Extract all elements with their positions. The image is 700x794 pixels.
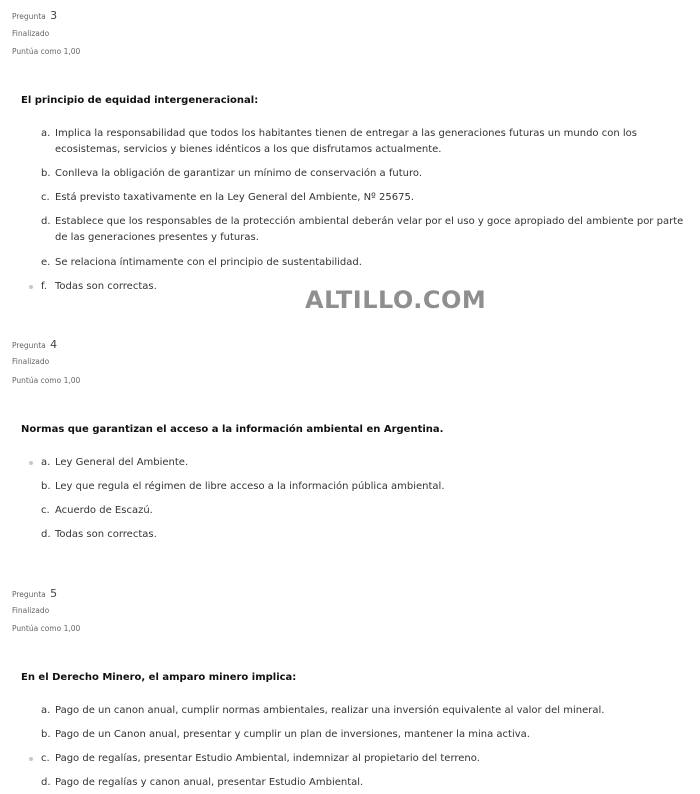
answer-text: Pago de regalías y canon anual, presentar Estudio Ambiental. — [55, 777, 364, 788]
answer-letter: b. — [41, 729, 51, 740]
question-score: Puntúa como 1,00 — [12, 376, 81, 385]
answer-text: Acuerdo de Escazú. — [55, 505, 153, 516]
question-number-line: Pregunta 3 — [12, 9, 58, 22]
answer-letter: f. — [41, 281, 47, 292]
answer-letter: d. — [41, 777, 51, 788]
question-number: 4 — [50, 338, 58, 351]
answer-option[interactable] — [41, 727, 695, 743]
selected-bullet-icon — [29, 285, 33, 289]
answer-letter: a. — [41, 128, 51, 139]
answer-letter: c. — [41, 505, 50, 516]
answer-letter: d. — [41, 216, 51, 227]
question-text: En el Derecho Minero, el amparo minero implica: — [21, 672, 297, 683]
answer-option[interactable] — [41, 503, 695, 519]
answer-text: Pago de un canon anual, cumplir normas ambientales, realizar una inversión equivalente al valor del mineral. — [55, 705, 605, 716]
answer-option[interactable] — [41, 126, 695, 158]
answer-letter: c. — [41, 192, 50, 203]
answer-option-selected[interactable] — [41, 751, 695, 767]
question-number-line: Pregunta 4 — [12, 338, 58, 351]
question-number: 5 — [50, 587, 58, 600]
answer-option[interactable] — [41, 190, 695, 206]
watermark: ALTILLO.COM — [305, 286, 487, 314]
question-score: Puntúa como 1,00 — [12, 624, 81, 633]
question-number-line: Pregunta 5 — [12, 587, 58, 600]
answer-option[interactable] — [41, 255, 695, 271]
answer-text: Implica la responsabilidad que todos los habitantes tienen de entregar a las generaciones futuras un mundo con los ecosistemas, servicios y bienes idénticos a los que disfrutamos actualmente. — [55, 128, 637, 155]
answer-option[interactable] — [41, 775, 695, 791]
answer-option-selected[interactable] — [41, 455, 695, 471]
selected-bullet-icon — [29, 461, 33, 465]
answer-text: Ley que regula el régimen de libre acceso a la información pública ambiental. — [55, 481, 445, 492]
answer-text: Establece que los responsables de la protección ambiental deberán velar por el uso y goce apropiado del ambiente por parte de las generaciones presentes y futuras. — [55, 216, 684, 243]
answer-letter: a. — [41, 705, 51, 716]
question-state: Finalizado — [12, 29, 50, 38]
answer-text: Ley General del Ambiente. — [55, 457, 189, 468]
answer-option[interactable] — [41, 214, 695, 246]
selected-bullet-icon — [29, 757, 33, 761]
answer-letter: b. — [41, 168, 51, 179]
question-state: Finalizado — [12, 606, 50, 615]
answer-letter: c. — [41, 753, 50, 764]
answer-option[interactable] — [41, 166, 695, 182]
answer-letter: b. — [41, 481, 51, 492]
answer-text: Todas son correctas. — [55, 281, 157, 292]
answer-letter: e. — [41, 257, 51, 268]
answer-text: Se relaciona íntimamente con el principio de sustentabilidad. — [55, 257, 362, 268]
answer-letter: d. — [41, 529, 51, 540]
answer-text: Todas son correctas. — [55, 529, 157, 540]
answer-option[interactable] — [41, 479, 695, 495]
question-state: Finalizado — [12, 357, 50, 366]
answer-text: Pago de un Canon anual, presentar y cumplir un plan de inversiones, mantener la mina activa. — [55, 729, 530, 740]
answer-option[interactable] — [41, 527, 695, 543]
answer-text: Pago de regalías, presentar Estudio Ambiental, indemnizar al propietario del terreno. — [55, 753, 480, 764]
question-text: El principio de equidad intergeneracional: — [21, 95, 259, 106]
answer-letter: a. — [41, 457, 51, 468]
answer-text: Conlleva la obligación de garantizar un mínimo de conservación a futuro. — [55, 168, 422, 179]
question-number: 3 — [50, 9, 58, 22]
answer-text: Está previsto taxativamente en la Ley General del Ambiente, Nº 25675. — [55, 192, 415, 203]
answer-option[interactable] — [41, 703, 695, 719]
question-score: Puntúa como 1,00 — [12, 47, 81, 56]
question-text: Normas que garantizan el acceso a la información ambiental en Argentina. — [21, 424, 444, 435]
